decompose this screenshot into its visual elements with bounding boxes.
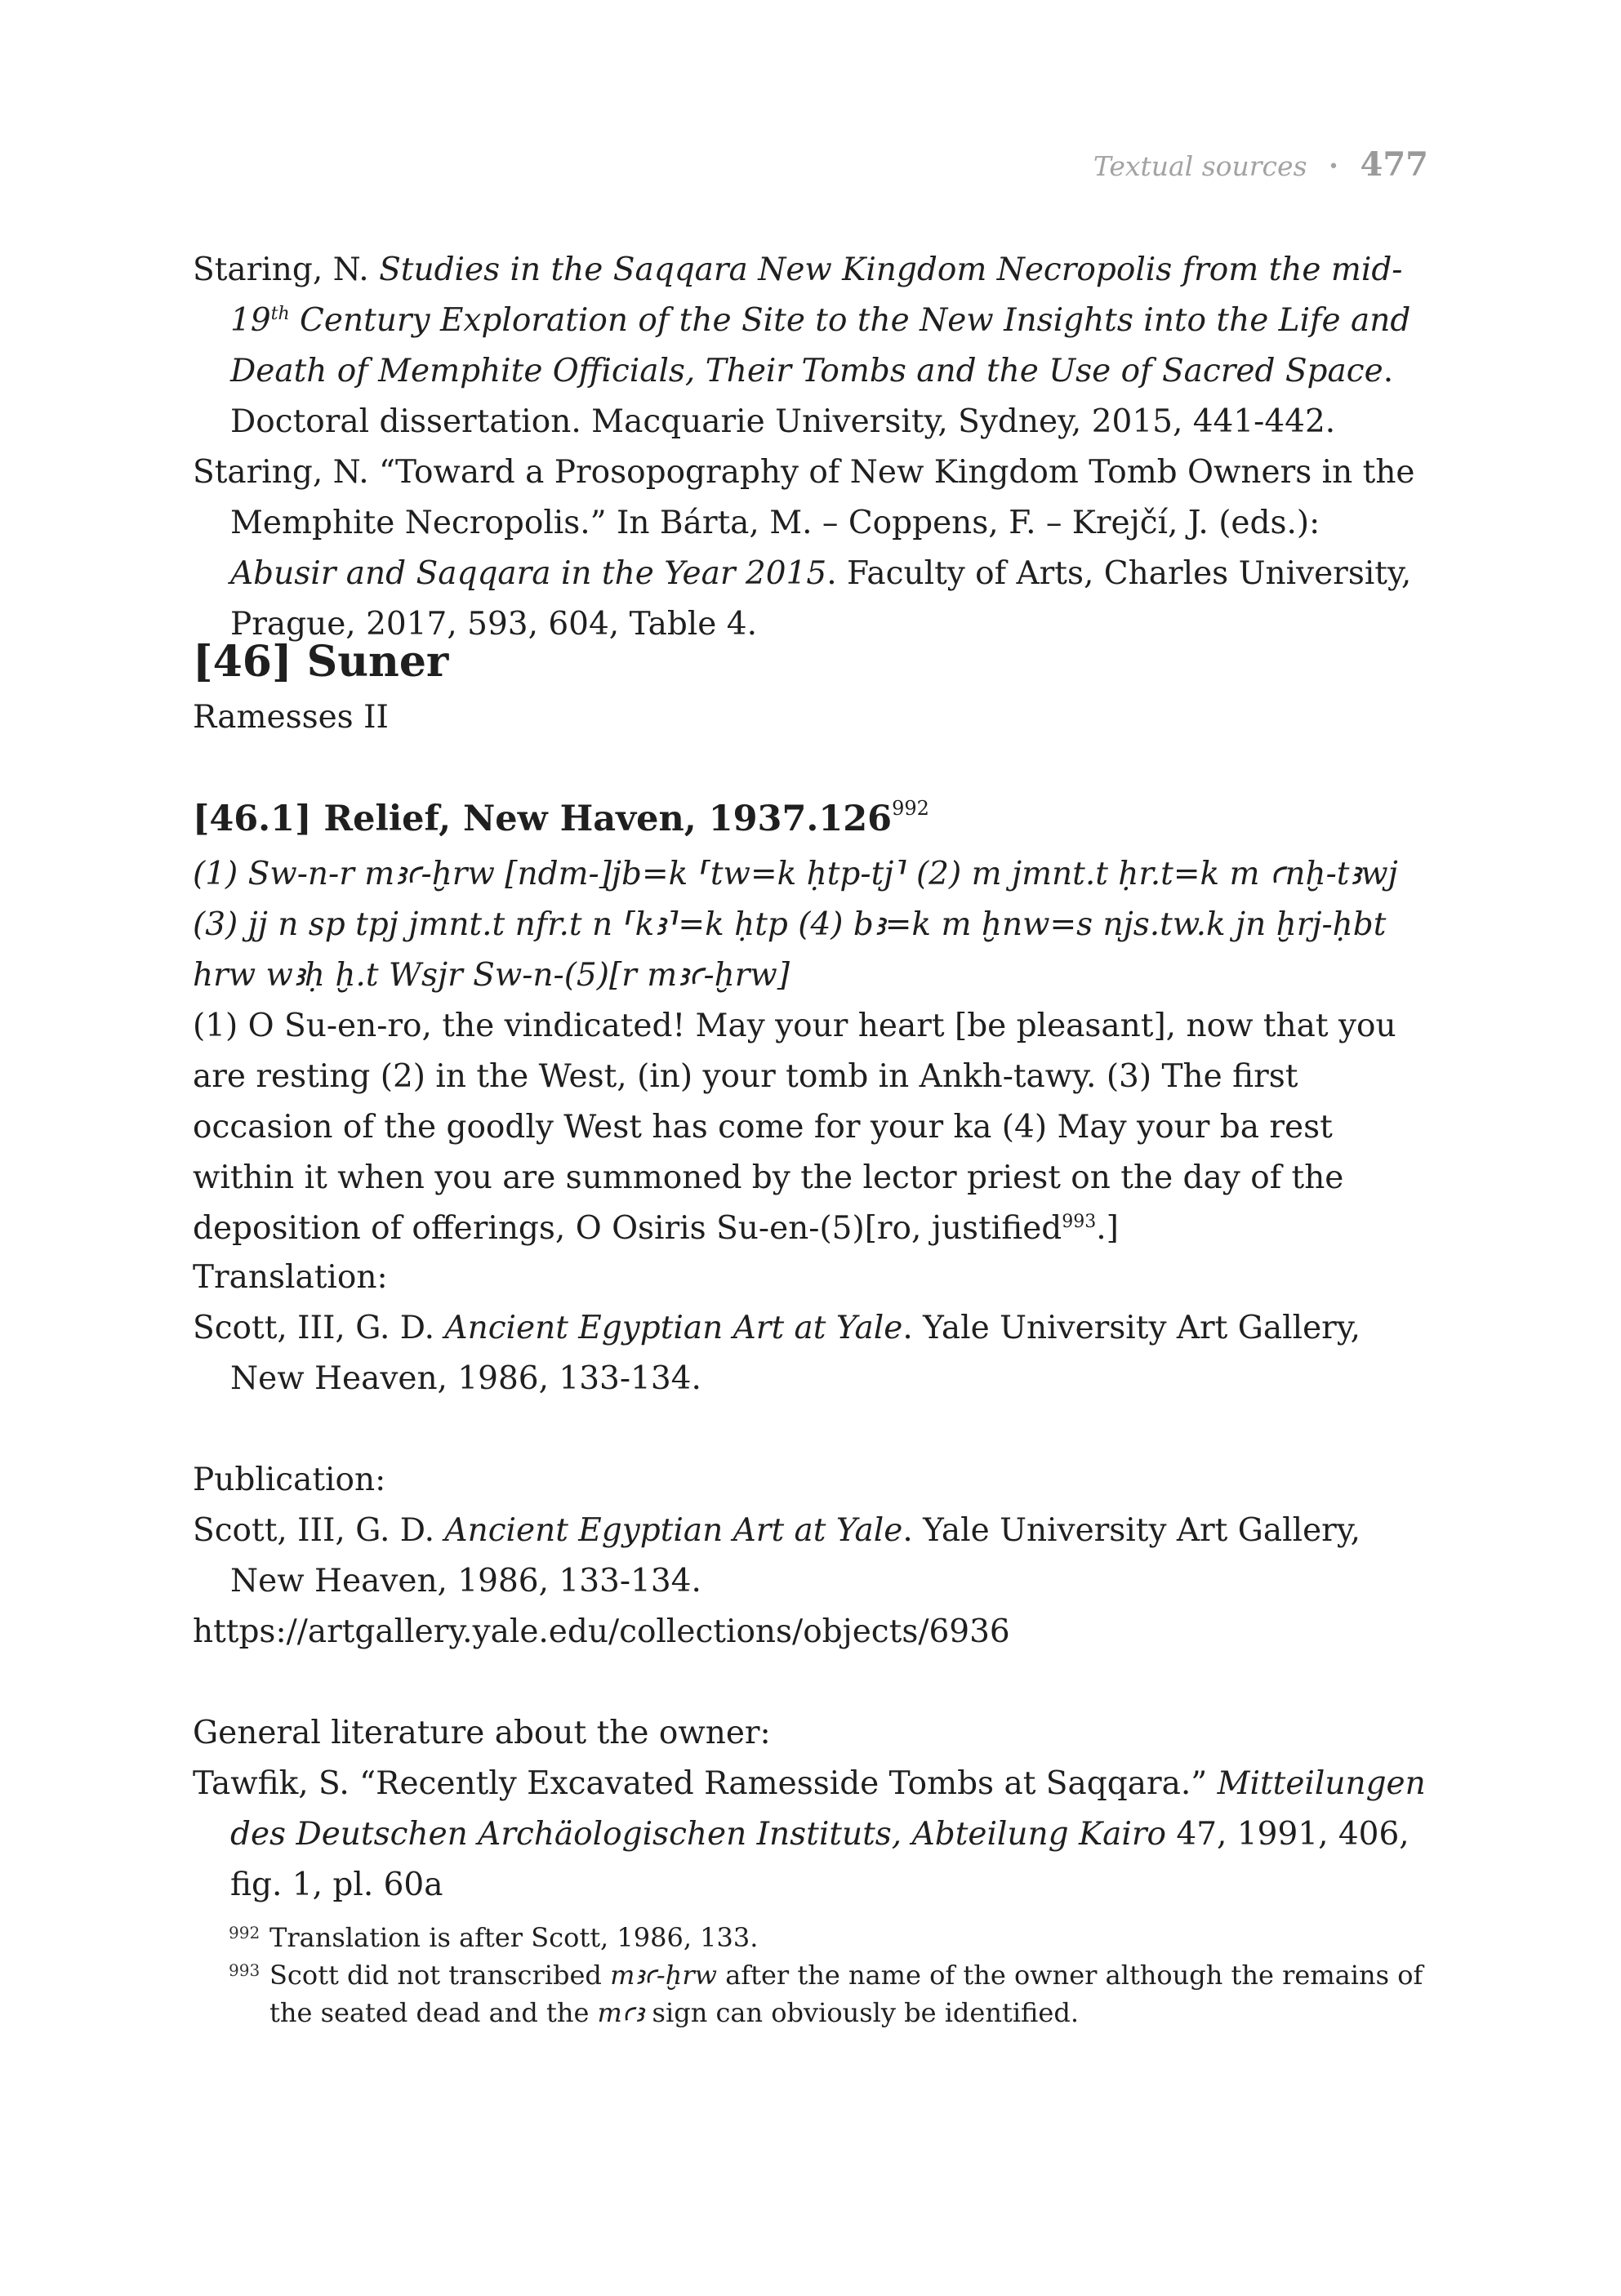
subsection-title: [46.1] Relief, New Haven, 1937.126$^{992}$ <box>193 796 929 839</box>
footnote-text: Scott did not transcribed mꜣꜥ-ḫrw after the name of the owner although the remains of the seated dead and the mꜥꜣ sign can obviously be identified. <box>269 1960 1423 2028</box>
reference-item: Staring, N. Studies in the Saqqara New Kingdom Necropolis from the mid-19th Century Exploration of the Site to the New Insights into the Life and Death of Memphite Officials, Their Tombs and the Use of Sacred Space. Doctoral dissertation. Macquarie University, Sydney, 2015, 441-442. <box>193 251 1411 440</box>
reference-item: Scott, III, G. D. Ancient Egyptian Art at Yale. Yale University Art Gallery, New Heaven, 1986, 133-134. <box>193 1512 1361 1600</box>
page-number: 477 <box>1360 145 1428 184</box>
bibliography-label-translation: Translation: <box>193 1259 388 1296</box>
footnote-number: 992 <box>229 1923 261 1942</box>
bibliography-label-general: General literature about the owner: <box>193 1715 771 1751</box>
transliteration: (1) Sw-n-r mꜣꜥ-ḫrw [ndm-]jb=k ⸢tw=k ḥtp-tj⸣ (2) m jmnt.t ḥr.t=k m ꜥnḫ-tꜣwj (3) jj n sp tpj jmnt.t nfr.t n ⸢kꜣ⸣=k ḥtp (4) bꜣ=k m ḫnw=s njs.tw.k jn ḫrj-ḥbt hrw wꜣḥ ḫ.t Wsjr Sw-n-(5)[r mꜣꜥ-ḫrw] <box>193 856 1398 994</box>
running-head-title: Textual sources <box>1093 150 1307 182</box>
reference-list-top <box>193 245 1429 650</box>
footnote-number: 993 <box>229 1960 261 1980</box>
section-title: [46] Suner <box>193 637 449 687</box>
footnote-993 <box>229 1956 1429 2031</box>
section-subtitle: Ramesses II <box>193 699 389 736</box>
footnotes <box>229 1919 1429 2031</box>
footnote-text: Translation is after Scott, 1986, 133. <box>269 1922 759 1953</box>
bibliography <box>193 1253 1429 1911</box>
running-head-bullet: • <box>1328 157 1339 177</box>
footnote-reference: 992 <box>892 796 929 820</box>
reference-item: Tawfik, S. “Recently Excavated Ramesside Tombs at Saqqara.” Mitteilungen des Deutschen Archäologischen Instituts, Abteilung Kairo 47, 1991, 406, fig. 1, pl. 60a <box>193 1765 1426 1903</box>
publication-url[interactable]: https://artgallery.yale.edu/collections/objects/6936 <box>193 1613 1010 1650</box>
running-head <box>1093 145 1428 184</box>
bibliography-label-publication: Publication: <box>193 1462 386 1498</box>
reference-item: Scott, III, G. D. Ancient Egyptian Art at Yale. Yale University Art Gallery, New Heaven, 1986, 133-134. <box>193 1310 1361 1397</box>
reference-item: Staring, N. “Toward a Prosopography of New Kingdom Tomb Owners in the Memphite Necropolis.” In Bárta, M. – Coppens, F. – Krejčí, J. (eds.): Abusir and Saqqara in the Year 2015. Faculty of Arts, Charles University, Prague, 2017, 593, 604, Table 4. <box>193 454 1415 643</box>
footnote-992 <box>229 1919 1429 1956</box>
footnote-reference: 993 <box>1062 1212 1097 1232</box>
translation: (1) O Su-en-ro, the vindicated! May your heart [be pleasant], now that you are resting (2) in the West, (in) your tomb in Ankh-tawy. (3) The first occasion of the goodly West has come for your ka (4) May your ba rest within it when you are summoned by the lector priest on the day of the deposition of offerings, O Osiris Su-en-(5)[ro, justified$^{993}$.] <box>193 1008 1396 1247</box>
